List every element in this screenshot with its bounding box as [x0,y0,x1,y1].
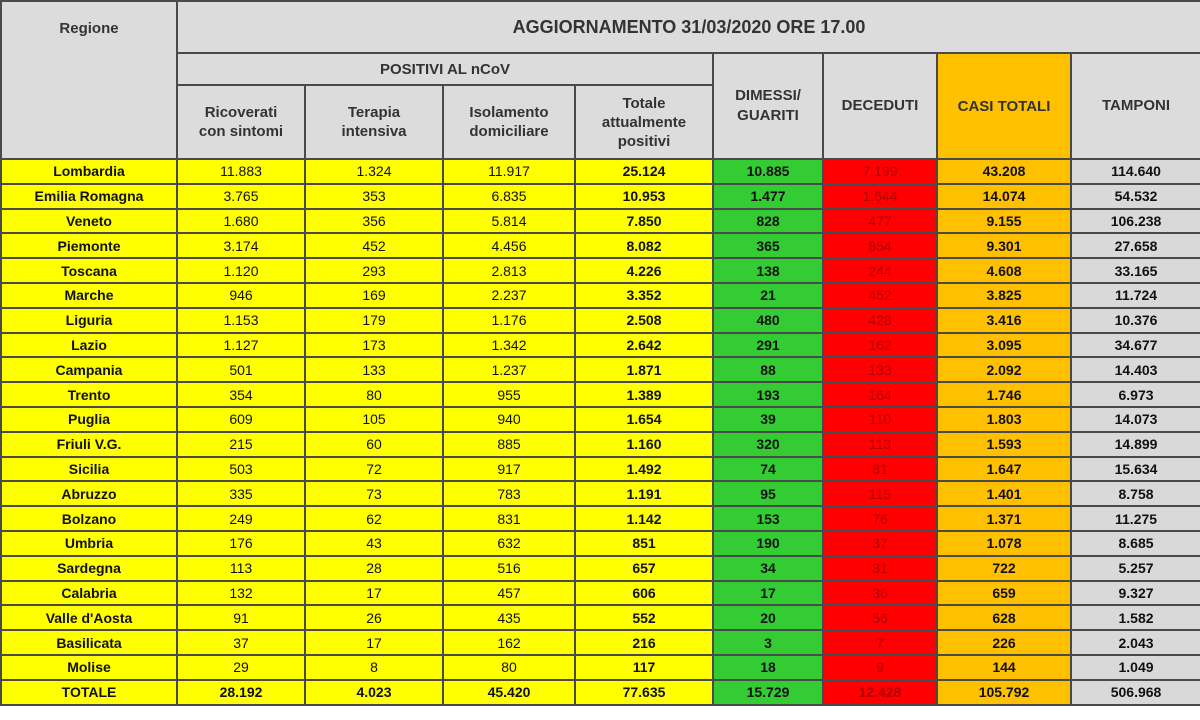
table-row [1,506,1200,531]
header-totale-line3: positivi [617,132,671,150]
region-name: Valle d'Aosta [1,605,177,630]
ricoverati-cell: 501 [177,357,305,382]
terapia-cell: 353 [305,184,443,209]
deceduti-cell: 9 [823,655,937,680]
dimessi-cell: 88 [713,357,823,382]
deceduti-cell: 113 [823,432,937,457]
isolamento-cell: 2.237 [443,283,575,308]
dimessi-cell: 193 [713,382,823,407]
tamponi-cell: 6.973 [1071,382,1200,407]
deceduti-cell: 56 [823,605,937,630]
deceduti-cell: 115 [823,481,937,506]
dimessi-cell: 190 [713,531,823,556]
totale-positivi-cell: 851 [575,531,713,556]
casi-totali-cell: 14.074 [937,184,1071,209]
totale-positivi-cell: 1.142 [575,506,713,531]
ricoverati-cell: 215 [177,432,305,457]
header-terapia-line1: Terapia [347,104,401,121]
deceduti-cell: 7.199 [823,159,937,184]
terapia-cell: 1.324 [305,159,443,184]
table-row [1,308,1200,333]
casi-totali-cell: 9.155 [937,209,1071,234]
deceduti-cell: 31 [823,556,937,581]
terapia-cell: 8 [305,655,443,680]
casi-totali-cell: 105.792 [937,680,1071,705]
totale-positivi-cell: 1.389 [575,382,713,407]
dimessi-cell: 18 [713,655,823,680]
table-row [1,184,1200,209]
ricoverati-cell: 1.153 [177,308,305,333]
isolamento-cell: 783 [443,481,575,506]
isolamento-cell: 80 [443,655,575,680]
tamponi-cell: 11.275 [1071,506,1200,531]
ricoverati-cell: 91 [177,605,305,630]
totale-positivi-cell: 1.492 [575,457,713,482]
ricoverati-cell: 354 [177,382,305,407]
casi-totali-cell: 1.803 [937,407,1071,432]
totale-positivi-cell: 77.635 [575,680,713,705]
tamponi-cell: 15.634 [1071,457,1200,482]
dimessi-cell: 17 [713,581,823,606]
isolamento-cell: 1.342 [443,333,575,358]
region-name: Lazio [1,333,177,358]
region-name: Molise [1,655,177,680]
isolamento-cell: 1.237 [443,357,575,382]
totale-positivi-cell: 3.352 [575,283,713,308]
totale-positivi-cell: 2.642 [575,333,713,358]
dimessi-cell: 3 [713,630,823,655]
dimessi-cell: 365 [713,233,823,258]
isolamento-cell: 885 [443,432,575,457]
casi-totali-cell: 3.416 [937,308,1071,333]
isolamento-cell: 6.835 [443,184,575,209]
header-casi-totali: CASI TOTALI [937,53,1071,159]
totale-positivi-cell: 606 [575,581,713,606]
header-dimessi-line2: GUARITI [737,107,799,124]
isolamento-cell: 831 [443,506,575,531]
tamponi-cell: 27.658 [1071,233,1200,258]
totale-positivi-cell: 4.226 [575,258,713,283]
terapia-cell: 179 [305,308,443,333]
header-tamponi: TAMPONI [1071,53,1200,159]
table-row [1,407,1200,432]
region-name: Lombardia [1,159,177,184]
region-name: Friuli V.G. [1,432,177,457]
region-name: Abruzzo [1,481,177,506]
totale-positivi-cell: 1.191 [575,481,713,506]
header-dimessi [713,53,823,159]
table-row [1,357,1200,382]
table-row [1,531,1200,556]
terapia-cell: 17 [305,581,443,606]
header-terapia-line2: intensiva [341,123,407,140]
terapia-cell: 105 [305,407,443,432]
tamponi-cell: 10.376 [1071,308,1200,333]
ricoverati-cell: 29 [177,655,305,680]
header-totale-line1: Totale [622,94,666,112]
totale-positivi-cell: 1.654 [575,407,713,432]
casi-totali-cell: 1.647 [937,457,1071,482]
deceduti-cell: 244 [823,258,937,283]
header-totale-positivi [575,85,713,159]
casi-totali-cell: 1.401 [937,481,1071,506]
deceduti-cell: 12.428 [823,680,937,705]
table-row [1,481,1200,506]
region-name: Liguria [1,308,177,333]
tamponi-cell: 114.640 [1071,159,1200,184]
deceduti-cell: 854 [823,233,937,258]
isolamento-cell: 162 [443,630,575,655]
isolamento-cell: 4.456 [443,233,575,258]
region-name: Umbria [1,531,177,556]
tamponi-cell: 8.758 [1071,481,1200,506]
casi-totali-cell: 3.825 [937,283,1071,308]
tamponi-cell: 11.724 [1071,283,1200,308]
isolamento-cell: 940 [443,407,575,432]
table-row [1,382,1200,407]
isolamento-cell: 2.813 [443,258,575,283]
header-ricoverati-line2: con sintomi [198,123,284,140]
terapia-cell: 452 [305,233,443,258]
totale-positivi-cell: 10.953 [575,184,713,209]
isolamento-cell: 11.917 [443,159,575,184]
region-name: Piemonte [1,233,177,258]
tamponi-cell: 1.582 [1071,605,1200,630]
dimessi-cell: 10.885 [713,159,823,184]
ricoverati-cell: 946 [177,283,305,308]
isolamento-cell: 632 [443,531,575,556]
total-row [1,680,1200,705]
header-region: Regione [1,1,177,159]
casi-totali-cell: 628 [937,605,1071,630]
table-row [1,333,1200,358]
deceduti-cell: 133 [823,357,937,382]
isolamento-cell: 457 [443,581,575,606]
table-row [1,209,1200,234]
region-name: Campania [1,357,177,382]
dimessi-cell: 95 [713,481,823,506]
deceduti-cell: 164 [823,382,937,407]
tamponi-cell: 14.403 [1071,357,1200,382]
region-name: Veneto [1,209,177,234]
region-name: Trento [1,382,177,407]
tamponi-cell: 1.049 [1071,655,1200,680]
dimessi-cell: 480 [713,308,823,333]
terapia-cell: 28 [305,556,443,581]
ricoverati-cell: 28.192 [177,680,305,705]
isolamento-cell: 955 [443,382,575,407]
totale-positivi-cell: 1.160 [575,432,713,457]
isolamento-cell: 435 [443,605,575,630]
header-ricoverati-line1: Ricoverati [204,104,278,121]
tamponi-cell: 14.899 [1071,432,1200,457]
terapia-cell: 62 [305,506,443,531]
isolamento-cell: 917 [443,457,575,482]
totale-positivi-cell: 552 [575,605,713,630]
totale-positivi-cell: 7.850 [575,209,713,234]
dimessi-cell: 74 [713,457,823,482]
update-title: AGGIORNAMENTO 31/03/2020 ORE 17.00 [177,1,1200,53]
header-isolamento-line2: domiciliare [469,123,549,140]
table-row [1,457,1200,482]
totale-positivi-cell: 8.082 [575,233,713,258]
deceduti-cell: 452 [823,283,937,308]
casi-totali-cell: 1.593 [937,432,1071,457]
casi-totali-cell: 3.095 [937,333,1071,358]
ricoverati-cell: 1.120 [177,258,305,283]
casi-totali-cell: 659 [937,581,1071,606]
ricoverati-cell: 37 [177,630,305,655]
casi-totali-cell: 1.078 [937,531,1071,556]
header-deceduti: DECEDUTI [823,53,937,159]
region-name: Sardegna [1,556,177,581]
dimessi-cell: 138 [713,258,823,283]
region-name: Toscana [1,258,177,283]
table-row [1,630,1200,655]
casi-totali-cell: 144 [937,655,1071,680]
table-row [1,605,1200,630]
header-totale-line2: attualmente [601,113,687,131]
casi-totali-cell: 4.608 [937,258,1071,283]
terapia-cell: 72 [305,457,443,482]
dimessi-cell: 20 [713,605,823,630]
region-name: TOTALE [1,680,177,705]
tamponi-cell: 9.327 [1071,581,1200,606]
ricoverati-cell: 113 [177,556,305,581]
deceduti-cell: 76 [823,506,937,531]
tamponi-cell: 2.043 [1071,630,1200,655]
terapia-cell: 293 [305,258,443,283]
terapia-cell: 43 [305,531,443,556]
deceduti-cell: 477 [823,209,937,234]
deceduti-cell: 36 [823,581,937,606]
deceduti-cell: 162 [823,333,937,358]
casi-totali-cell: 43.208 [937,159,1071,184]
ricoverati-cell: 249 [177,506,305,531]
terapia-cell: 73 [305,481,443,506]
tamponi-cell: 33.165 [1071,258,1200,283]
casi-totali-cell: 1.371 [937,506,1071,531]
ricoverati-cell: 609 [177,407,305,432]
header-positivi-group: POSITIVI AL nCoV [177,53,713,85]
region-name: Puglia [1,407,177,432]
ricoverati-cell: 11.883 [177,159,305,184]
terapia-cell: 26 [305,605,443,630]
terapia-cell: 17 [305,630,443,655]
region-name: Marche [1,283,177,308]
dimessi-cell: 34 [713,556,823,581]
dimessi-cell: 291 [713,333,823,358]
header-isolamento [443,85,575,159]
region-name: Emilia Romagna [1,184,177,209]
header-isolamento-line1: Isolamento [469,104,549,121]
ricoverati-cell: 1.127 [177,333,305,358]
dimessi-cell: 1.477 [713,184,823,209]
terapia-cell: 4.023 [305,680,443,705]
ricoverati-cell: 3.174 [177,233,305,258]
ricoverati-cell: 335 [177,481,305,506]
deceduti-cell: 81 [823,457,937,482]
table-body [1,159,1200,705]
tamponi-cell: 54.532 [1071,184,1200,209]
deceduti-cell: 1.644 [823,184,937,209]
table-row [1,283,1200,308]
dimessi-cell: 39 [713,407,823,432]
terapia-cell: 356 [305,209,443,234]
table-row [1,655,1200,680]
table-row [1,581,1200,606]
casi-totali-cell: 1.746 [937,382,1071,407]
terapia-cell: 133 [305,357,443,382]
header-ricoverati [177,85,305,159]
table-row [1,258,1200,283]
region-name: Bolzano [1,506,177,531]
deceduti-cell: 7 [823,630,937,655]
casi-totali-cell: 226 [937,630,1071,655]
dimessi-cell: 21 [713,283,823,308]
ricoverati-cell: 3.765 [177,184,305,209]
totale-positivi-cell: 1.871 [575,357,713,382]
isolamento-cell: 5.814 [443,209,575,234]
tamponi-cell: 8.685 [1071,531,1200,556]
tamponi-cell: 34.677 [1071,333,1200,358]
dimessi-cell: 828 [713,209,823,234]
region-name: Sicilia [1,457,177,482]
tamponi-cell: 5.257 [1071,556,1200,581]
tamponi-cell: 14.073 [1071,407,1200,432]
deceduti-cell: 110 [823,407,937,432]
terapia-cell: 60 [305,432,443,457]
header-dimessi-line1: DIMESSI/ [735,87,801,104]
casi-totali-cell: 2.092 [937,357,1071,382]
table-row [1,432,1200,457]
region-name: Basilicata [1,630,177,655]
ricoverati-cell: 503 [177,457,305,482]
totale-positivi-cell: 25.124 [575,159,713,184]
terapia-cell: 169 [305,283,443,308]
terapia-cell: 173 [305,333,443,358]
dimessi-cell: 15.729 [713,680,823,705]
table-row [1,233,1200,258]
dimessi-cell: 320 [713,432,823,457]
ricoverati-cell: 176 [177,531,305,556]
ricoverati-cell: 1.680 [177,209,305,234]
totale-positivi-cell: 657 [575,556,713,581]
isolamento-cell: 516 [443,556,575,581]
tamponi-cell: 106.238 [1071,209,1200,234]
dimessi-cell: 153 [713,506,823,531]
table-row [1,159,1200,184]
tamponi-cell: 506.968 [1071,680,1200,705]
deceduti-cell: 428 [823,308,937,333]
table-row [1,556,1200,581]
region-name: Calabria [1,581,177,606]
casi-totali-cell: 9.301 [937,233,1071,258]
ricoverati-cell: 132 [177,581,305,606]
totale-positivi-cell: 117 [575,655,713,680]
header-terapia [305,85,443,159]
terapia-cell: 80 [305,382,443,407]
totale-positivi-cell: 216 [575,630,713,655]
deceduti-cell: 37 [823,531,937,556]
casi-totali-cell: 722 [937,556,1071,581]
isolamento-cell: 1.176 [443,308,575,333]
isolamento-cell: 45.420 [443,680,575,705]
totale-positivi-cell: 2.508 [575,308,713,333]
